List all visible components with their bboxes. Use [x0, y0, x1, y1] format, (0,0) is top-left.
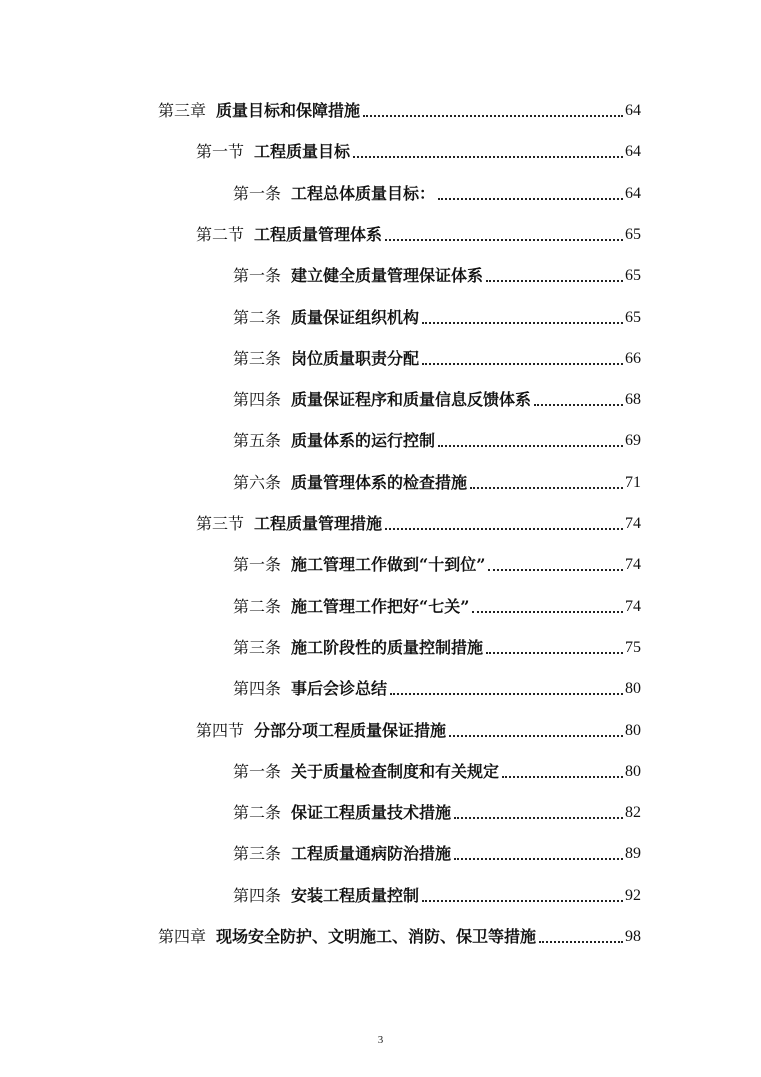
toc-entry-number: 第四条 — [233, 390, 282, 410]
toc-entry-page: 68 — [625, 391, 641, 409]
toc-entry[interactable] — [233, 798, 641, 824]
dot-leader — [454, 858, 623, 860]
toc-entry-page: 65 — [625, 308, 641, 326]
toc-entry-title: 工程质量管理体系 — [254, 224, 383, 244]
toc-entry-title: 质量目标和保障措施 — [216, 101, 361, 120]
toc-entry-title: 分部分项工程质量保证措施 — [254, 720, 447, 740]
dot-leader — [449, 735, 623, 737]
toc-entry-number: 第三条 — [233, 844, 282, 864]
toc-entry[interactable] — [233, 550, 641, 576]
toc-entry-number: 第三条 — [233, 637, 282, 657]
toc-entry-number: 第一节 — [196, 142, 245, 162]
toc-entry-number: 第二节 — [196, 224, 245, 244]
toc-entry-title: 施工管理工作做到“十到位” — [291, 555, 486, 575]
toc-entry[interactable] — [233, 344, 641, 370]
toc-entry[interactable] — [233, 179, 641, 205]
toc-entry[interactable] — [233, 303, 641, 329]
toc-entry-title: 质量体系的运行控制 — [291, 431, 436, 451]
toc-entry-title: 安装工程质量控制 — [291, 885, 420, 905]
toc-entry-page: 64 — [625, 102, 641, 119]
dot-leader — [502, 776, 623, 778]
dot-leader — [353, 156, 623, 158]
toc-entry[interactable] — [233, 839, 641, 865]
toc-entry-number: 第一条 — [233, 266, 282, 286]
toc-entry-page: 65 — [625, 225, 641, 243]
toc-entry-number: 第三章 — [158, 101, 207, 120]
toc-entry-number: 第一条 — [233, 183, 282, 203]
dot-leader — [363, 115, 623, 117]
dot-leader — [422, 363, 623, 365]
dot-leader — [488, 569, 623, 571]
toc-entry-page: 74 — [625, 556, 641, 574]
dot-leader — [470, 487, 623, 489]
page-number: 3 — [377, 1034, 384, 1046]
toc-entry-number: 第一条 — [233, 555, 282, 575]
toc-entry-page: 98 — [625, 928, 641, 945]
toc-entry[interactable] — [233, 261, 641, 287]
toc-entry-number: 第四条 — [233, 885, 282, 905]
toc-entry-title: 岗位质量职责分配 — [291, 348, 420, 368]
toc-entry-page: 80 — [625, 721, 641, 739]
toc-entry-title: 质量管理体系的检查措施 — [291, 472, 468, 492]
dot-leader — [534, 404, 623, 406]
dot-leader — [390, 693, 623, 695]
dot-leader — [438, 445, 623, 447]
toc-entry-title: 事后会诊总结 — [291, 679, 388, 699]
toc-entry-title: 工程质量目标 — [254, 142, 351, 162]
dot-leader — [472, 611, 623, 613]
toc-entry-page: 65 — [625, 267, 641, 285]
toc-entry-title: 建立健全质量管理保证体系 — [291, 266, 484, 286]
toc-entry-title: 质量保证程序和质量信息反馈体系 — [291, 390, 532, 410]
dot-leader — [454, 817, 623, 819]
toc-entry[interactable] — [233, 592, 641, 618]
toc-entry-title: 保证工程质量技术措施 — [291, 803, 452, 823]
dot-leader — [422, 322, 623, 324]
toc-entry-title: 工程质量管理措施 — [254, 514, 383, 533]
toc-entry-title: 施工管理工作把好“七关” — [291, 596, 470, 616]
toc-entry-number: 第二条 — [233, 307, 282, 327]
toc-entry-title: 施工阶段性的质量控制措施 — [291, 637, 484, 657]
toc-entry[interactable] — [158, 96, 641, 122]
toc-entry-title: 工程总体质量目标： — [291, 183, 436, 203]
dot-leader — [438, 198, 623, 200]
toc-entry-title: 现场安全防护、文明施工、消防、保卫等措施 — [216, 927, 537, 946]
toc-entry-title: 质量保证组织机构 — [291, 307, 420, 327]
toc-entry-number: 第五条 — [233, 431, 282, 451]
toc-entry[interactable] — [158, 922, 641, 948]
toc-entry[interactable] — [196, 137, 641, 163]
toc-entry-number: 第三条 — [233, 348, 282, 368]
toc-entry[interactable] — [233, 468, 641, 494]
toc-entry[interactable] — [233, 426, 641, 452]
toc-entry-number: 第三节 — [196, 514, 245, 533]
dot-leader — [422, 900, 623, 902]
toc-entry-page: 74 — [625, 597, 641, 615]
dot-leader — [385, 239, 623, 241]
toc-entry-page: 80 — [625, 762, 641, 780]
toc-entry-page: 80 — [625, 680, 641, 698]
toc-entry[interactable] — [233, 674, 641, 700]
toc-entry-number: 第一条 — [233, 761, 282, 781]
toc-entry-page: 74 — [625, 515, 641, 532]
toc-entry-number: 第四条 — [233, 679, 282, 699]
toc-entry-page: 64 — [625, 143, 641, 161]
toc-entry-page: 69 — [625, 432, 641, 450]
toc-entry-number: 第二条 — [233, 596, 282, 616]
toc-entry[interactable] — [233, 881, 641, 907]
toc-entry[interactable] — [233, 385, 641, 411]
toc-entry-page: 75 — [625, 638, 641, 656]
toc-entry-page: 66 — [625, 349, 641, 367]
toc-entry[interactable] — [196, 509, 641, 535]
toc-entry-number: 第四章 — [158, 927, 207, 946]
toc-entry-number: 第二条 — [233, 803, 282, 823]
toc-entry-page: 82 — [625, 804, 641, 822]
toc-entry-page: 89 — [625, 845, 641, 863]
toc-entry[interactable] — [196, 716, 641, 742]
dot-leader — [385, 528, 623, 530]
toc-entry-title: 工程质量通病防治措施 — [291, 844, 452, 864]
toc-entry-number: 第六条 — [233, 472, 282, 492]
toc-entry-number: 第四节 — [196, 720, 245, 740]
toc-entry[interactable] — [233, 633, 641, 659]
toc-entry-page: 92 — [625, 886, 641, 904]
toc-entry-page: 64 — [625, 184, 641, 202]
toc-entry-title: 关于质量检查制度和有关规定 — [291, 761, 500, 781]
dot-leader — [486, 652, 623, 654]
toc-entry-page: 71 — [625, 473, 641, 491]
dot-leader — [486, 280, 623, 282]
toc-entry[interactable] — [196, 220, 641, 246]
dot-leader — [539, 941, 623, 943]
toc-entry[interactable] — [233, 757, 641, 783]
